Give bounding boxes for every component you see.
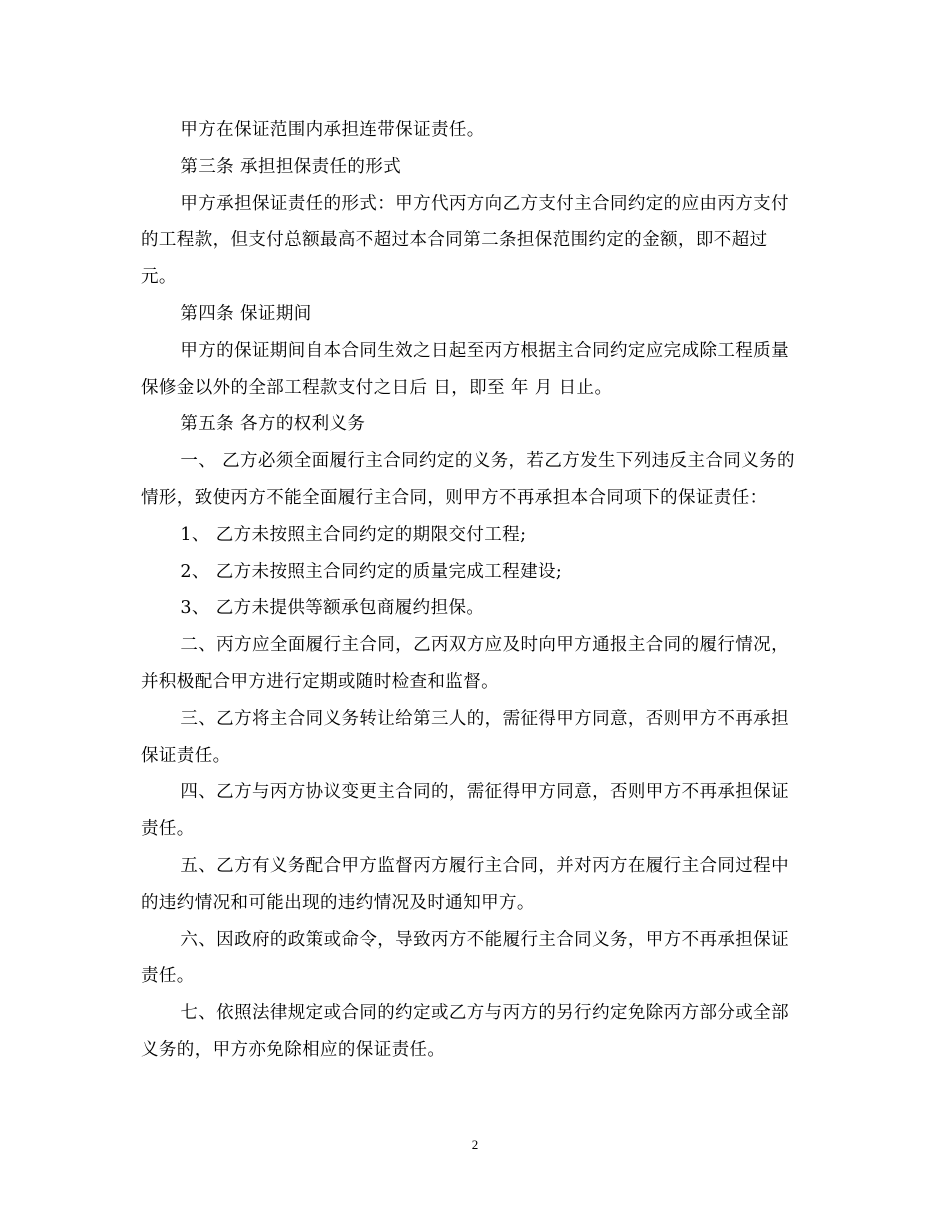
section-heading: 第五条 各方的权利义务 bbox=[180, 414, 366, 435]
list-item: 1、 乙方未按照主合同约定的期限交付工程; bbox=[180, 524, 527, 545]
section-heading: 第四条 保证期间 bbox=[180, 303, 312, 324]
paragraph: 甲方的保证期间自本合同生效之日起至丙方根据主合同约定应完成除工程质量保修金以外的全部工程款支付之日后 日，即至 年 月 日止。 bbox=[141, 340, 789, 398]
paragraph: 七、依照法律规定或合同的约定或乙方与丙方的另行约定免除丙方部分或全部义务的，甲方亦免除相应的保证责任。 bbox=[141, 1003, 789, 1060]
document-body bbox=[141, 112, 806, 1069]
paragraph: 六、因政府的政策或命令，导致丙方不能履行主合同义务，甲方不再承担保证责任。 bbox=[141, 929, 789, 987]
paragraph: 四、乙方与丙方协议变更主合同的，需征得甲方同意，否则甲方不再承担保证责任。 bbox=[141, 782, 789, 840]
page-number: 2 bbox=[471, 1137, 479, 1152]
section-heading: 第三条 承担担保责任的形式 bbox=[180, 156, 402, 177]
paragraph: 一、 乙方必须全面履行主合同约定的义务，若乙方发生下列违反主合同义务的情形，致使丙方不能全面履行主合同，则甲方不再承担本合同项下的保证责任： bbox=[141, 451, 795, 508]
list-item: 2、 乙方未按照主合同约定的质量完成工程建设; bbox=[180, 561, 563, 582]
list-item: 3、 乙方未提供等额承包商履约担保。 bbox=[180, 598, 485, 619]
paragraph: 甲方承担保证责任的形式：甲方代丙方向乙方支付主合同约定的应由丙方支付的工程款，但支付总额最高不超过本合同第二条担保范围约定的金额，即不超过 元。 bbox=[141, 193, 789, 288]
paragraph: 三、乙方将主合同义务转让给第三人的，需征得甲方同意，否则甲方不再承担保证责任。 bbox=[141, 708, 789, 766]
paragraph: 二、丙方应全面履行主合同，乙丙双方应及时向甲方通报主合同的履行情况，并积极配合甲方进行定期或随时检查和监督。 bbox=[141, 635, 789, 692]
paragraph: 五、乙方有义务配合甲方监督丙方履行主合同，并对丙方在履行主合同过程中的违约情况和可能出现的违约情况及时通知甲方。 bbox=[141, 855, 789, 913]
paragraph: 甲方在保证范围内承担连带保证责任。 bbox=[180, 120, 485, 140]
